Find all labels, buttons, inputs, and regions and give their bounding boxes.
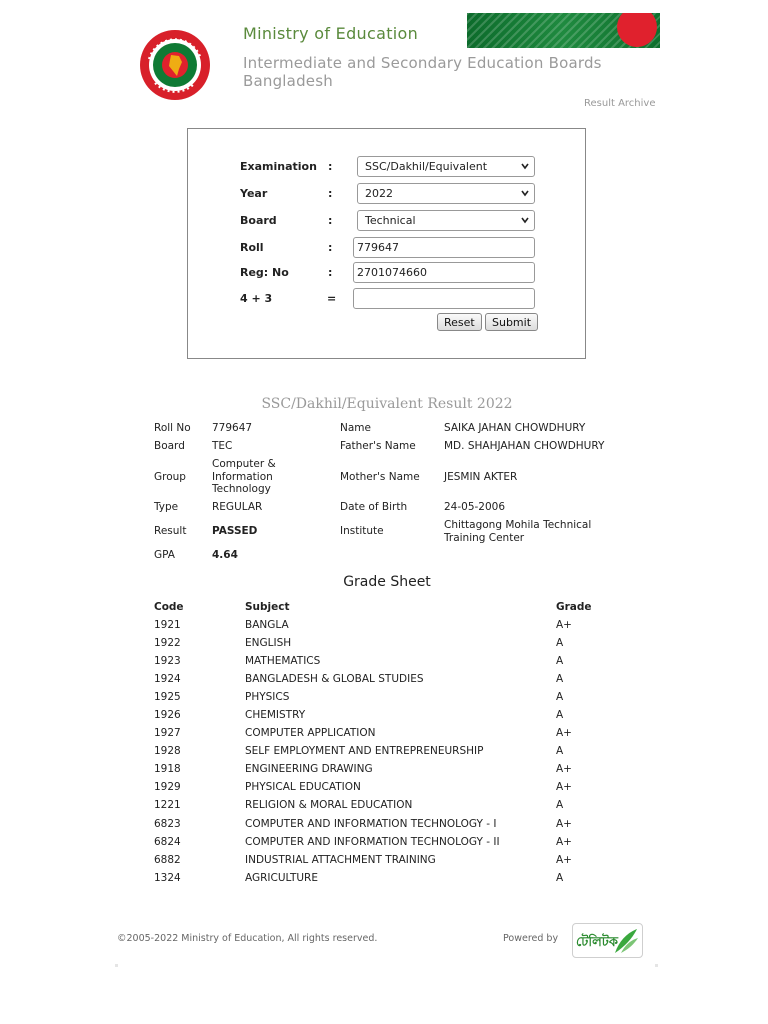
father-name-value: MD. SHAHJAHAN CHOWDHURY <box>444 440 605 452</box>
captcha-input[interactable] <box>353 288 535 309</box>
chevron-down-icon <box>521 189 529 197</box>
table-row <box>0 799 768 817</box>
examination-row <box>240 156 540 176</box>
roll-row <box>240 237 540 257</box>
code-header: Code <box>154 601 184 613</box>
group-label: Group <box>154 471 186 483</box>
copyright-text: ©2005-2022 Ministry of Education, All rights reserved. <box>117 933 378 944</box>
subject-cell: RELIGION & MORAL EDUCATION <box>245 799 413 811</box>
grade-cell: A <box>556 655 564 667</box>
subject-cell: AGRICULTURE <box>245 872 318 884</box>
table-row <box>0 673 768 691</box>
reg-label: Reg: No <box>240 266 289 279</box>
table-row <box>0 763 768 781</box>
code-cell: 1918 <box>154 763 181 775</box>
gpa-label: GPA <box>154 549 175 561</box>
type-label: Type <box>154 501 179 513</box>
ministry-title: Ministry of Education <box>243 24 419 43</box>
submit-button[interactable]: Submit <box>485 313 538 331</box>
subject-cell: ENGINEERING DRAWING <box>245 763 373 775</box>
table-row <box>0 727 768 745</box>
gpa-value: 4.64 <box>212 549 238 561</box>
table-row <box>0 637 768 655</box>
teletalk-leaf-icon <box>613 927 639 955</box>
grade-cell: A+ <box>556 619 572 631</box>
footer-corner-mark <box>655 964 658 967</box>
table-row <box>0 818 768 836</box>
reset-button[interactable]: Reset <box>437 313 482 331</box>
table-row <box>0 745 768 763</box>
grade-cell: A <box>556 799 564 811</box>
grade-cell: A+ <box>556 781 572 793</box>
code-cell: 6824 <box>154 836 181 848</box>
code-cell: 1925 <box>154 691 181 703</box>
subject-cell: PHYSICS <box>245 691 290 703</box>
subject-cell: MATHEMATICS <box>245 655 321 667</box>
table-row <box>0 655 768 673</box>
code-cell: 1922 <box>154 637 181 649</box>
table-row <box>0 781 768 799</box>
roll-no-value: 779647 <box>212 422 253 434</box>
colon: : <box>328 187 333 200</box>
code-cell: 1926 <box>154 709 181 721</box>
boards-title-line2: Bangladesh <box>243 72 333 90</box>
teletalk-logo[interactable] <box>572 923 643 958</box>
grade-sheet-title: Grade Sheet <box>343 574 431 590</box>
grade-cell: A <box>556 691 564 703</box>
dob-label: Date of Birth <box>340 501 408 513</box>
colon: : <box>328 266 333 279</box>
result-label: Result <box>154 525 187 537</box>
code-cell: 1929 <box>154 781 181 793</box>
subject-cell: INDUSTRIAL ATTACHMENT TRAINING <box>245 854 436 866</box>
government-seal-icon <box>139 29 211 101</box>
table-row <box>0 691 768 709</box>
board-result-value: TEC <box>212 440 233 452</box>
grade-cell: A+ <box>556 818 572 830</box>
mother-name-value: JESMIN AKTER <box>444 471 518 483</box>
grade-cell: A <box>556 709 564 721</box>
subject-cell: CHEMISTRY <box>245 709 306 721</box>
subject-cell: BANGLADESH & GLOBAL STUDIES <box>245 673 424 685</box>
subject-cell: COMPUTER AND INFORMATION TECHNOLOGY - II <box>245 836 500 848</box>
captcha-label: 4 + 3 <box>240 292 273 305</box>
institute-value: Chittagong Mohila Technical Training Center <box>444 519 592 544</box>
boards-title <box>243 54 602 90</box>
code-cell: 1927 <box>154 727 181 739</box>
result-value: PASSED <box>212 525 258 537</box>
grade-cell: A <box>556 872 564 884</box>
powered-by-label: Powered by <box>503 933 559 944</box>
name-value: SAIKA JAHAN CHOWDHURY <box>444 422 586 434</box>
colon: : <box>328 241 333 254</box>
grade-cell: A+ <box>556 854 572 866</box>
subject-cell: ENGLISH <box>245 637 292 649</box>
subject-cell: SELF EMPLOYMENT AND ENTREPRENEURSHIP <box>245 745 484 757</box>
board-label: Board <box>240 214 277 227</box>
code-cell: 1928 <box>154 745 181 757</box>
examination-select-value: SSC/Dakhil/Equivalent <box>365 160 488 173</box>
code-cell: 1324 <box>154 872 181 884</box>
grade-cell: A <box>556 745 564 757</box>
roll-no-label: Roll No <box>154 422 191 434</box>
subject-cell: COMPUTER APPLICATION <box>245 727 376 739</box>
table-row <box>0 854 768 872</box>
type-value: REGULAR <box>212 501 263 513</box>
reg-input[interactable]: 2701074660 <box>353 262 535 283</box>
result-archive-link[interactable]: Result Archive <box>584 98 656 109</box>
year-row <box>240 183 540 203</box>
colon: : <box>328 160 333 173</box>
boards-title-line1: Intermediate and Secondary Education Boards <box>243 54 602 72</box>
table-row <box>0 619 768 637</box>
grade-cell: A+ <box>556 727 572 739</box>
table-row <box>0 836 768 854</box>
grade-cell: A+ <box>556 763 572 775</box>
year-label: Year <box>240 187 268 200</box>
father-name-label: Father's Name <box>340 440 416 452</box>
captcha-row <box>240 288 540 308</box>
grade-header: Grade <box>556 601 592 613</box>
board-select[interactable] <box>357 210 535 231</box>
colon: : <box>328 214 333 227</box>
board-result-label: Board <box>154 440 185 452</box>
year-select-value: 2022 <box>365 187 393 200</box>
bangladesh-flag-banner <box>467 13 660 48</box>
dob-value: 24-05-2006 <box>444 501 506 513</box>
code-cell: 6823 <box>154 818 181 830</box>
code-cell: 1923 <box>154 655 181 667</box>
board-select-value: Technical <box>365 214 416 227</box>
subject-cell: BANGLA <box>245 619 289 631</box>
group-value: Computer & Information Technology <box>212 458 276 495</box>
mother-name-label: Mother's Name <box>340 471 420 483</box>
institute-label: Institute <box>340 525 384 537</box>
examination-label: Examination <box>240 160 317 173</box>
grade-cell: A <box>556 637 564 649</box>
name-label: Name <box>340 422 371 434</box>
chevron-down-icon <box>521 216 529 224</box>
code-cell: 1921 <box>154 619 181 631</box>
subject-header: Subject <box>245 601 290 613</box>
table-row <box>0 709 768 727</box>
code-cell: 1221 <box>154 799 181 811</box>
grade-cell: A <box>556 673 564 685</box>
equals-sign: = <box>327 292 337 305</box>
table-row <box>0 872 768 890</box>
subject-cell: COMPUTER AND INFORMATION TECHNOLOGY - I <box>245 818 497 830</box>
board-row <box>240 210 540 230</box>
subject-cell: PHYSICAL EDUCATION <box>245 781 361 793</box>
year-select[interactable] <box>357 183 535 204</box>
roll-label: Roll <box>240 241 264 254</box>
result-title: SSC/Dakhil/Equivalent Result 2022 <box>261 396 513 412</box>
grade-cell: A+ <box>556 836 572 848</box>
teletalk-logo-text: টেলিটক <box>576 935 618 950</box>
code-cell: 6882 <box>154 854 181 866</box>
footer-corner-mark <box>115 964 118 967</box>
examination-select[interactable] <box>357 156 535 177</box>
roll-input[interactable]: 779647 <box>353 237 535 258</box>
reg-row <box>240 262 540 282</box>
code-cell: 1924 <box>154 673 181 685</box>
chevron-down-icon <box>521 162 529 170</box>
